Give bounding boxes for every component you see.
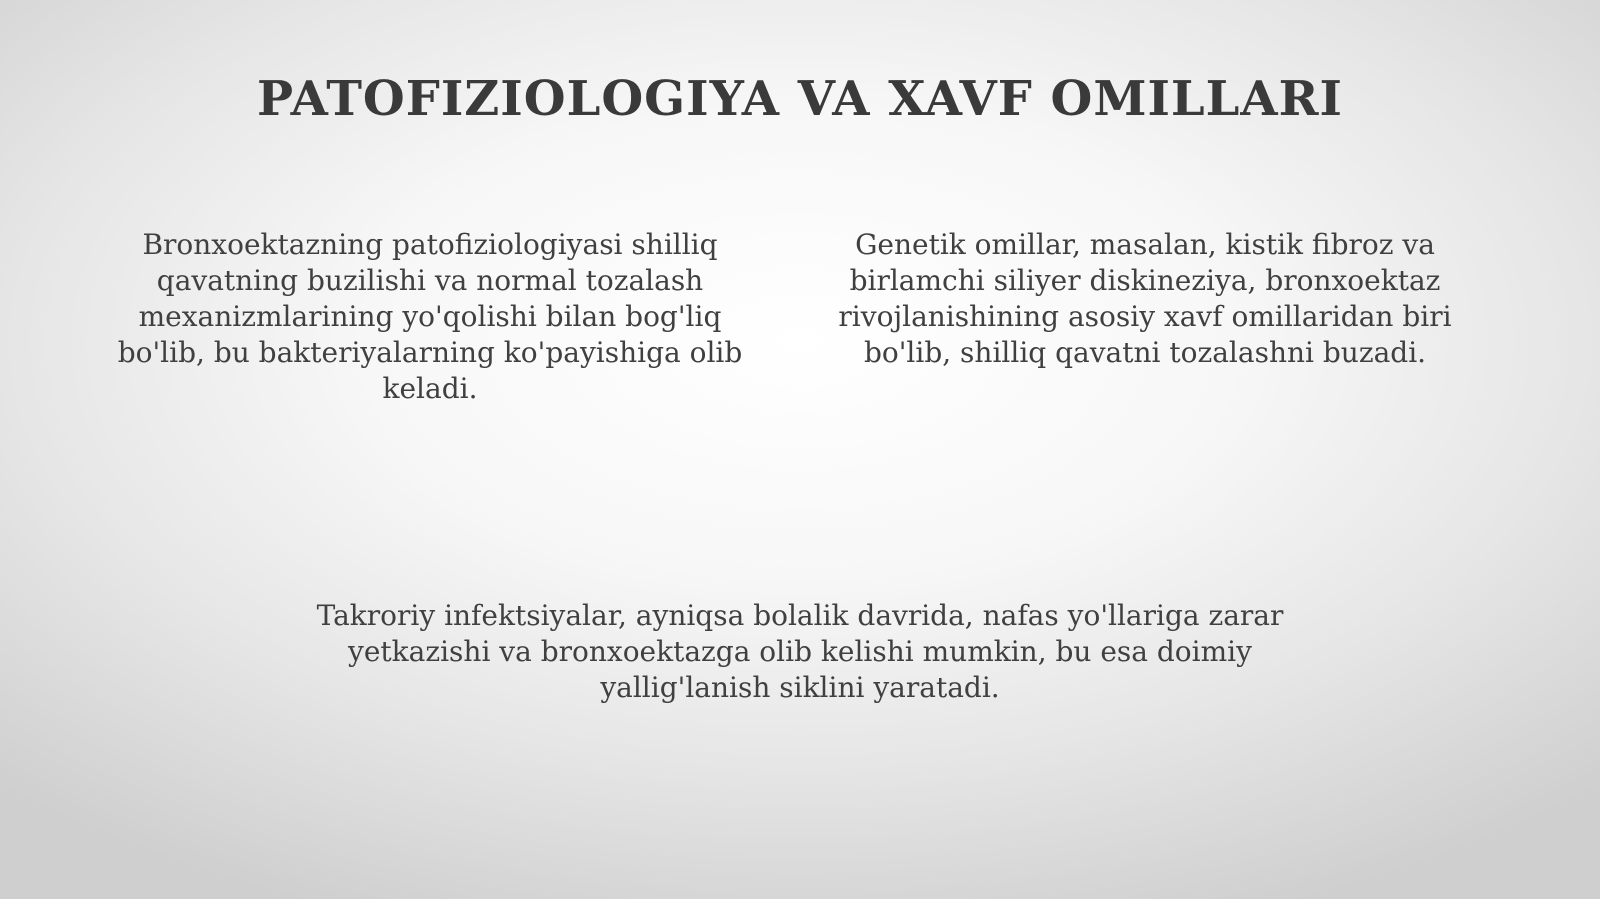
paragraph-genetic-factors: Genetik omillar, masalan, kistik fibroz va birlamchi siliyer diskineziya, bronxoektaz rivojlanishining asosiy xavf omillaridan biri bo'lib, shilliq qavatni tozalashni buzadi. [838,228,1452,369]
paragraph-pathophysiology: Bronxoektazning patofiziologiyasi shilliq qavatning buzilishi va normal tozalash mexanizmlarining yo'qolishi bilan bog'liq bo'lib, bu bakteriyalarning ko'payishiga olib keladi. [117,228,743,405]
slide-title: PATOFIZIOLOGIYA VA XAVF OMILLARI [256,71,1343,127]
paragraph-recurrent-infections: Takroriy infektsiyalar, ayniqsa bolalik davrida, nafas yo'llariga zarar yetkazishi va bronxoektazga olib kelishi mumkin, bu esa doimiy yallig'lanish siklini yaratadi. [316,599,1284,704]
